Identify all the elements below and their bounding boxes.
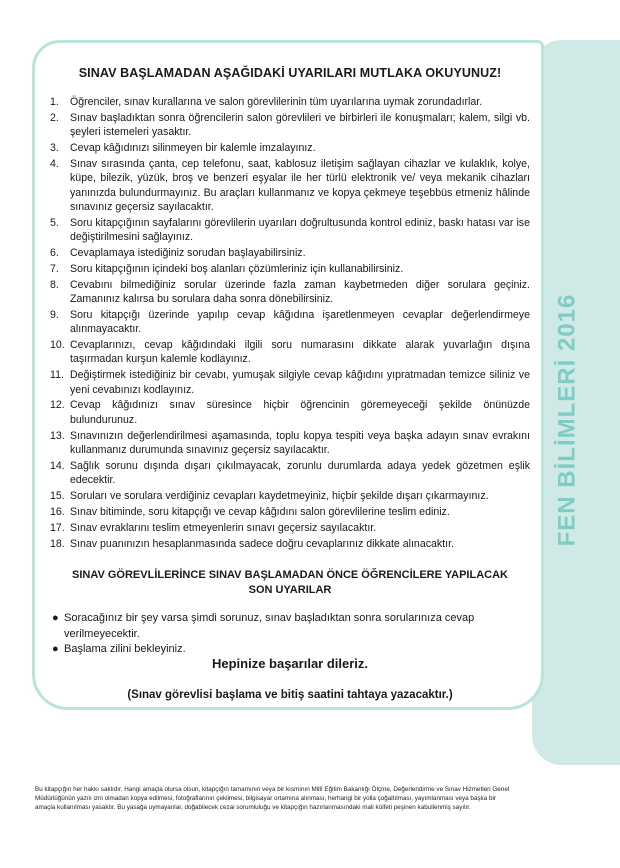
list-item: 8. Cevabını bilmediğiniz sorular üzerinde fazla zaman kaybetmeden diğer sorulara geçiniz. Zamanınız kalırsa bu sorulara daha sonra dönebilirsiniz.: [50, 278, 530, 306]
list-item: 2. Sınav başladıktan sonra öğrencilerin salon görevlileri ve birbirleri ile konuşmaları; kalem, silgi vb. şeyleri istemeleri yasaktır.: [50, 111, 530, 139]
list-item: 9. Soru kitapçığı üzerinde yapılıp cevap kâğıdına işaretlenmeyen cevaplar değerlendirmeye alınmayacaktır.: [50, 308, 530, 336]
list-item: 6. Cevaplamaya istediğiniz sorudan başlayabilirsiniz.: [50, 246, 306, 259]
list-item: 15. Soruları ve sorulara verdiğiniz cevapları kaydetmeyiniz, hiçbir şekilde dışarı çıkarmayınız.: [50, 490, 489, 503]
list-item: 14. Sağlık sorunu dışında dışarı çıkılmayacak, zorunlu durumlarda adaya yedek gözetmen eşlik edecektir.: [50, 459, 530, 487]
list-item: ● Başlama zilini bekleyiniz.: [52, 642, 522, 658]
list-item: 1. Öğrenciler, sınav kurallarına ve salon görevlilerinin tüm uyarılarına uymak zorundadırlar.: [50, 96, 483, 108]
list-item: 16. Sınav bitiminde, soru kitapçığı ve cevap kâğıdını salon görevlilerine teslim ediniz.: [50, 505, 450, 518]
list-item: 18. Sınav puanınızın hesaplanmasında sadece doğru cevaplarınız dikkate alınacaktır.: [50, 537, 454, 550]
list-item: 4. Sınav sırasında çanta, cep telefonu, saat, kablosuz iletişim sağlayan cihazlar ve kulaklık, kolye, küpe, bilezik, yüzük, broş ve benzeri eşyalar ile her türlü elektronik ve/ veya mekanik cihazları yanınızda bulundurmayınız. Bu araçları kullanmanız ve kopya çekmeye teşebbüs etmeniz hâlinde sınavınız geçersiz sayılacaktır.: [50, 157, 530, 213]
rules-list: [50, 95, 530, 553]
bullet-icon: ●: [52, 612, 59, 624]
list-item: 3. Cevap kâğıdınızı silinmeyen bir kalemle imzalayınız.: [50, 142, 316, 155]
page-title: SINAV BAŞLAMADAN AŞAĞIDAKİ UYARILARI MUTLAKA OKUYUNUZ!: [78, 66, 502, 80]
good-luck-message: Hepinize başarılar dileriz.: [211, 656, 369, 671]
list-item: 5. Soru kitapçığının sayfalarını görevlilerin uyarıları doğrultusunda kontrol ediniz, baskı hatası var ise değiştirilmesini sağlayınız.: [50, 216, 530, 244]
final-warnings-heading: SINAV GÖREVLİLERİNCE SINAV BAŞLAMADAN ÖNCE ÖĞRENCİLERE YAPILACAK SON UYARILAR: [72, 569, 508, 596]
list-item: 11. Değiştirmek istediğiniz bir cevabı, yumuşak silgiyle cevap kâğıdını yıpratmadan temizce siliniz ve yeni cevabınızı kodlayınız.: [50, 369, 530, 396]
final-warnings-list: [52, 611, 522, 658]
list-item: 17. Sınav evraklarını teslim etmeyenlerin sınavı geçersiz sayılacaktır.: [50, 521, 377, 534]
copyright-footer: Bu kitapçığın her hakkı saklıdır. Hangi amaçla olursa olsun, kitapçığın tamamının veya bir kısmının Millî Eğitim Bakanlığı Ölçme, Değerlendirme ve Sınav Hizmetleri Genel Müdürlüğünün yazılı izni olmadan kopya edilmesi, fotoğraflarının çekilmesi, bilgisayar ortamına alınması, herhangi bir yolla çoğaltılması, yayımlanması veya başka bir amaçla kullanılması yasaktır. Bu yasağa uymayanlar, doğabilecek cezai sorumluluğu ve kitapçığın hazırlanmasındaki mali külfeti peşinen kabullenmiş sayılır.: [35, 786, 510, 811]
list-item: 7. Soru kitapçığının içindeki boş alanları çözümleriniz için kullanabilirsiniz.: [50, 262, 404, 275]
list-item: 13. Sınavınızın değerlendirilmesi aşamasında, toplu kopya tespiti veya başka adayın sınav evrakını kullanmanız durumunda sınavınız geçersiz sayılacaktır.: [50, 429, 530, 456]
list-item: 10. Cevaplarınızı, cevap kâğıdındaki ilgili soru numarasını dikkate alarak yuvarlağın dışına taşırmadan kurşun kalemle kodlayınız.: [50, 339, 530, 366]
proctor-note: (Sınav görevlisi başlama ve bitiş saatini tahtaya yazacaktır.): [127, 689, 453, 701]
subject-year-label: FEN BİLİMLERİ 2016: [553, 293, 580, 547]
list-item: ● Soracağınız bir şey varsa şimdi sorunuz, sınav başladıktan sonra sorularınıza cevap verilmeyecektir.: [52, 611, 522, 642]
list-item: 12. Cevap kâğıdınızı sınav süresince hiçbir öğrencinin göremeyeceği şekilde önünüzde bulundurunuz.: [50, 399, 530, 426]
bullet-icon: ●: [52, 643, 59, 655]
